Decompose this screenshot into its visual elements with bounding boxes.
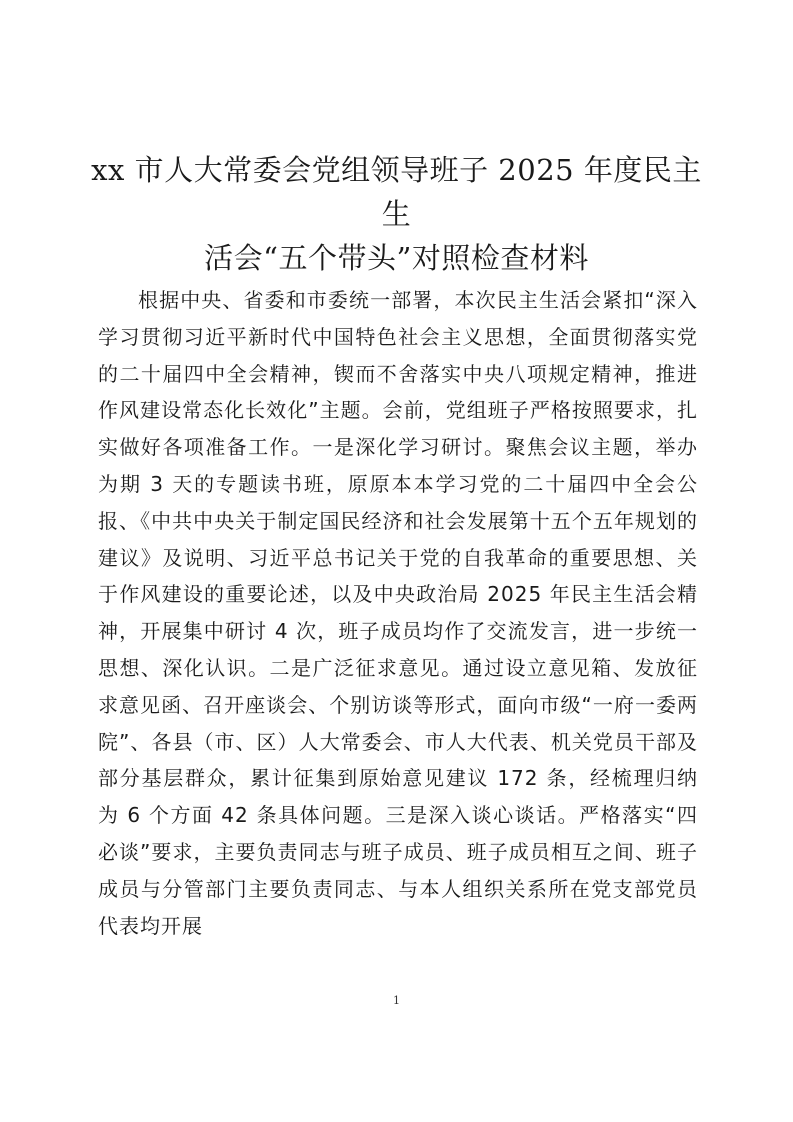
document-title [80,148,713,280]
title-line-2: 活会“五个带头”对照检查材料 [204,241,589,275]
page-number: 1 [393,994,400,1007]
title-line-1: xx 市人大常委会党组领导班子 2025 年度民主生 [91,153,702,231]
body-paragraph: 根据中央、省委和市委统一部署，本次民主生活会紧扣“深入学习贯彻习近平新时代中国特色社会主义思想，全面贯彻落实党的二十届四中全会精神，锲而不舍落实中央八项规定精神，推进作风建设常态化长效化”主题。会前，党组班子严格按照要求，扎实做好各项准备工作。一是深化学习研讨。聚焦会议主题，举办为期 3 天的专题读书班，原原本本学习党的二十届四中全会公报、《中共中央关于制定国民经济和社会发展第十五个五年规划的建议》及说明、习近平总书记关于党的自我革命的重要思想、关于作风建设的重要论述，以及中央政治局 2025 年民主生活会精神，开展集中研讨 4 次，班子成员均作了交流发言，进一步统一思想、深化认识。二是广泛征求意见。通过设立意见箱、发放征求意见函、召开座谈会、个别访谈等形式，面向市级“一府一委两院”、各县（市、区）人大常委会、市人大代表、机关党员干部及部分基层群众，累计征集到原始意见建议 172 条，经梳理归纳为 6 个方面 42 条具体问题。三是深入谈心谈话。严格落实“四必谈”要求，主要负责同志与班子成员、班子成员相互之间、班子成员与分管部门主要负责同志、与本人组织关系所在党支部党员代表均开展 [98,288,698,938]
